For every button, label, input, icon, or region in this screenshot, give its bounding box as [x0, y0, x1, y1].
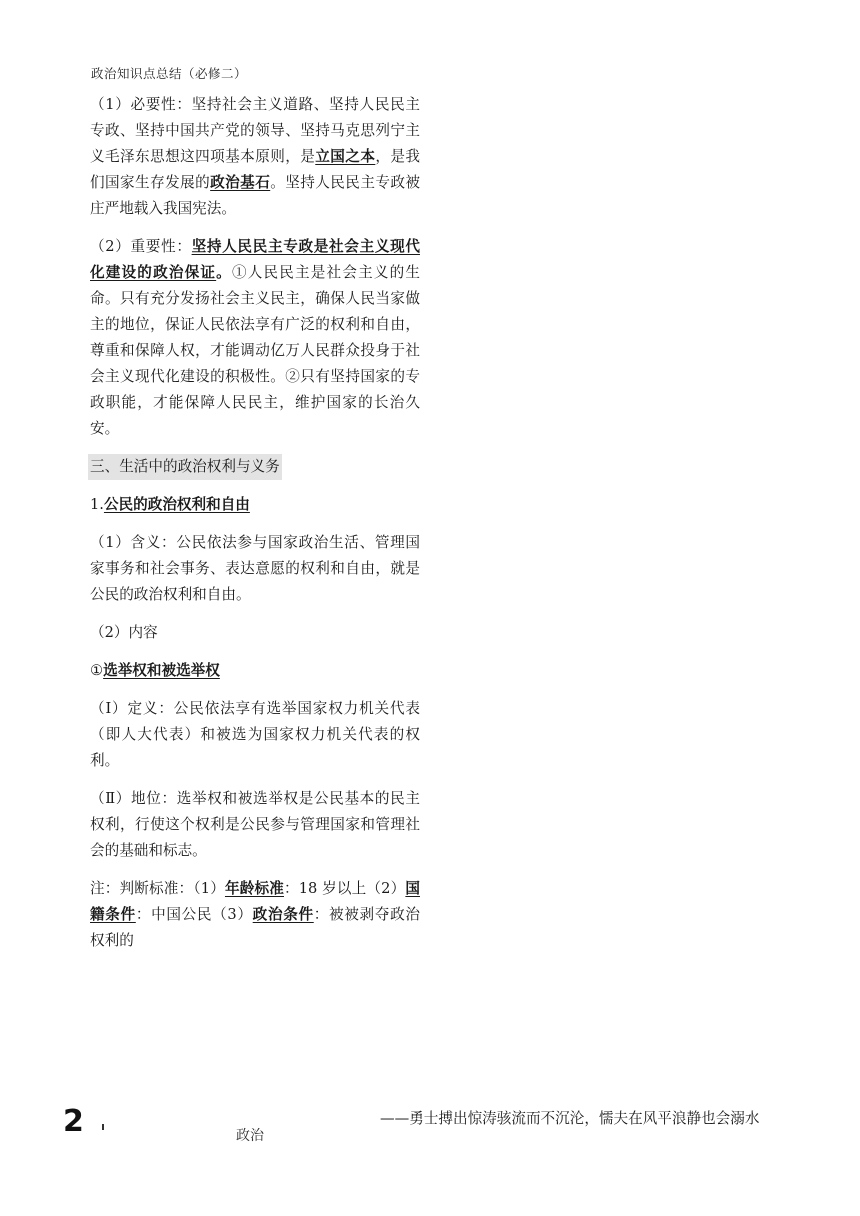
paragraph-note [90, 876, 420, 954]
section-heading-row [90, 454, 420, 480]
page-header: 政治知识点总结（必修二） [91, 66, 248, 81]
text-run: 。 [216, 264, 232, 281]
emphasis-text: 立国之本 [315, 148, 376, 165]
subheading-voting-rights [90, 658, 420, 684]
paragraph-importance [90, 234, 420, 442]
subheading-number: 1. [90, 496, 104, 513]
emphasis-text: 政治基石 [210, 174, 271, 191]
text-run: ，是我们国家生存发展的 [90, 148, 420, 191]
section-heading: 三、生活中的政治权利与义务 [88, 454, 282, 480]
subheading-title: 选举权和被选举权 [103, 662, 220, 679]
footer-divider [102, 1124, 104, 1130]
emphasis-text: 年龄标准 [224, 880, 284, 897]
text-run: ：被被剥夺政治权利的 [90, 906, 420, 949]
paragraph-definition: （Ⅰ）定义：公民依法享有选举国家权力机关代表（即人大代表）和被选为国家权力机关代表的权利。 [90, 700, 420, 769]
page-number: 2 [63, 1104, 84, 1139]
subheading-political-rights [90, 492, 420, 518]
paragraph-status: （Ⅱ）地位：选举权和被选举权是公民基本的民主权利，行使这个权利是公民参与管理国家和管理社会的基础和标志。 [90, 790, 420, 859]
subheading-title: 公民的政治权利和自由 [103, 496, 250, 513]
paragraph-meaning: （1）含义：公民依法参与国家政治生活、管理国家事务和社会事务、表达意愿的权利和自由，就是公民的政治权利和自由。 [90, 534, 420, 603]
footer-label: 政治 [236, 1128, 264, 1144]
text-run: ：中国公民（3） [135, 906, 253, 923]
text-run: ①人民民主是社会主义的生命。只有充分发扬社会主义民主，确保人民当家做主的地位，保证人民依法享有广泛的权利和自由，尊重和保障人权，才能调动亿万人民群众投身于社会主义现代化建设的积极性。②只有坚持国家的专政职能，才能保障人民民主，维护国家的长治久安。 [90, 264, 420, 437]
text-run: 。坚持人民民主专政被庄严地载入我国宪法。 [90, 174, 420, 217]
paragraph-necessity [90, 92, 420, 222]
footer-quote: ——勇士搏出惊涛骇流而不沉沦，懦夫在风平浪静也会溺水 [380, 1110, 760, 1127]
text-run: （2）重要性： [90, 238, 192, 255]
text-column [90, 92, 420, 966]
emphasis-text: 政治条件 [252, 906, 314, 923]
subheading-number: ① [90, 662, 104, 679]
text-run: ：18 岁以上（2） [284, 880, 406, 897]
paragraph-content: （2）内容 [90, 624, 158, 641]
text-run: 注：判断标准：（1） [90, 880, 225, 897]
text-run: （1）必要性：坚持社会主义道路、坚持人民民主专政、坚持中国共产党的领导、坚持马克思列宁主义毛泽东思想这四项基本原则，是 [90, 96, 420, 165]
emphasis-text: 国籍条件 [90, 880, 420, 923]
emphasis-text: 坚持人民民主专政是社会主义现代化建设的政治保证 [90, 238, 420, 281]
